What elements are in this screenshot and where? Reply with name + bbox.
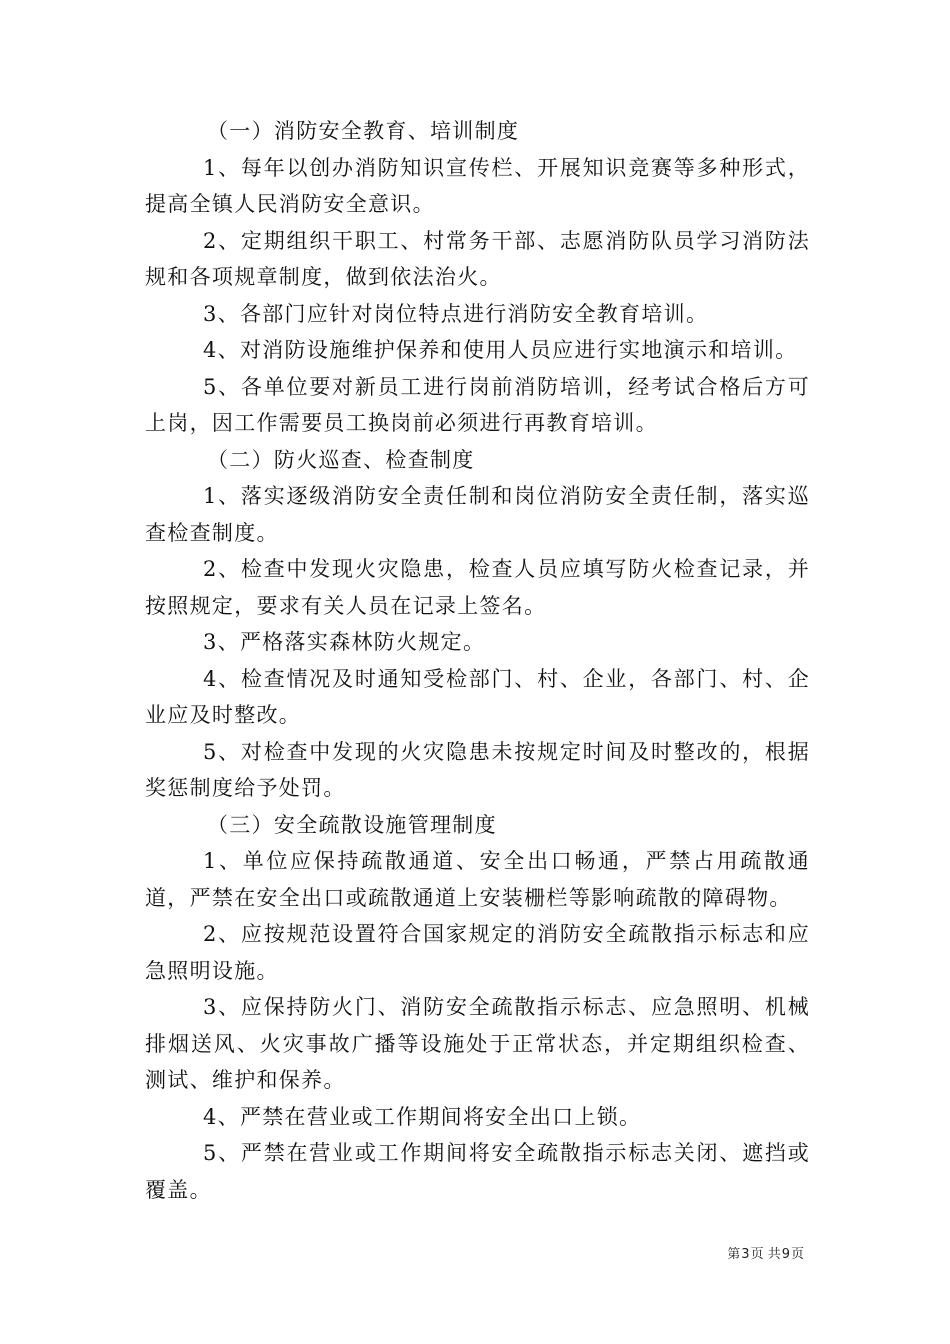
section-2-item-3: 3、严格落实森林防火规定。 bbox=[203, 630, 486, 654]
section-heading-1: （一）消防安全教育、培训制度 bbox=[207, 119, 520, 143]
section-2-item-4: 4、检查情况及时通知受检部门、村、企业，各部门、村、企业应及时整改。 bbox=[145, 666, 810, 727]
footer-suffix: 页 bbox=[790, 1247, 804, 1262]
footer-middle: 页 共 bbox=[750, 1247, 781, 1262]
section-2-item-1: 1、落实逐级消防安全责任制和岗位消防安全责任制，落实巡查检查制度。 bbox=[145, 484, 810, 545]
document-body bbox=[145, 113, 810, 1208]
section-3-item-4: 4、严禁在营业或工作期间将安全出口上锁。 bbox=[203, 1104, 642, 1129]
section-2-item-2: 2、检查中发现火灾隐患，检查人员应填写防火检查记录，并按照规定，要求有关人员在记录上签名。 bbox=[145, 557, 810, 618]
section-2-item-5: 5、对检查中发现的火灾隐患未按规定时间及时整改的，根据奖惩制度给予处罚。 bbox=[145, 739, 810, 800]
section-1-item-4: 4、对消防设施维护保养和使用人员应进行实地演示和培训。 bbox=[203, 338, 798, 362]
section-heading-3: （三）安全疏散设施管理制度 bbox=[207, 812, 497, 837]
total-page-count: 9 bbox=[781, 1247, 790, 1262]
current-page-number: 3 bbox=[741, 1247, 750, 1262]
section-1-item-5: 5、各单位要对新员工进行岗前消防培训，经考试合格后方可上岗，因工作需要员工换岗前必须进行再教育培训。 bbox=[145, 374, 810, 435]
section-heading-2: （二）防火巡查、检查制度 bbox=[207, 447, 475, 472]
page-number-footer bbox=[727, 1246, 804, 1264]
section-3-item-1: 1、单位应保持疏散通道、安全出口畅通，严禁占用疏散通道，严禁在安全出口或疏散通道上安装栅栏等影响疏散的障碍物。 bbox=[145, 849, 810, 910]
section-3-item-5: 5、严禁在营业或工作期间将安全疏散指示标志关闭、遮挡或覆盖。 bbox=[145, 1141, 810, 1202]
section-1-item-1: 1、每年以创办消防知识宣传栏、开展知识竞赛等多种形式，提高全镇人民消防安全意识。 bbox=[145, 155, 810, 216]
section-1-item-3: 3、各部门应针对岗位特点进行消防安全教育培训。 bbox=[203, 301, 709, 326]
section-1-item-2: 2、定期组织干职工、村常务干部、志愿消防队员学习消防法规和各项规章制度，做到依法治火。 bbox=[145, 228, 810, 289]
section-3-item-3: 3、应保持防火门、消防安全疏散指示标志、应急照明、机械排烟送风、火灾事故广播等设施处于正常状态，并定期组织检查、测试、维护和保养。 bbox=[145, 995, 810, 1092]
section-3-item-2: 2、应按规范设置符合国家规定的消防安全疏散指示标志和应急照明设施。 bbox=[145, 922, 810, 983]
footer-prefix: 第 bbox=[727, 1247, 741, 1262]
